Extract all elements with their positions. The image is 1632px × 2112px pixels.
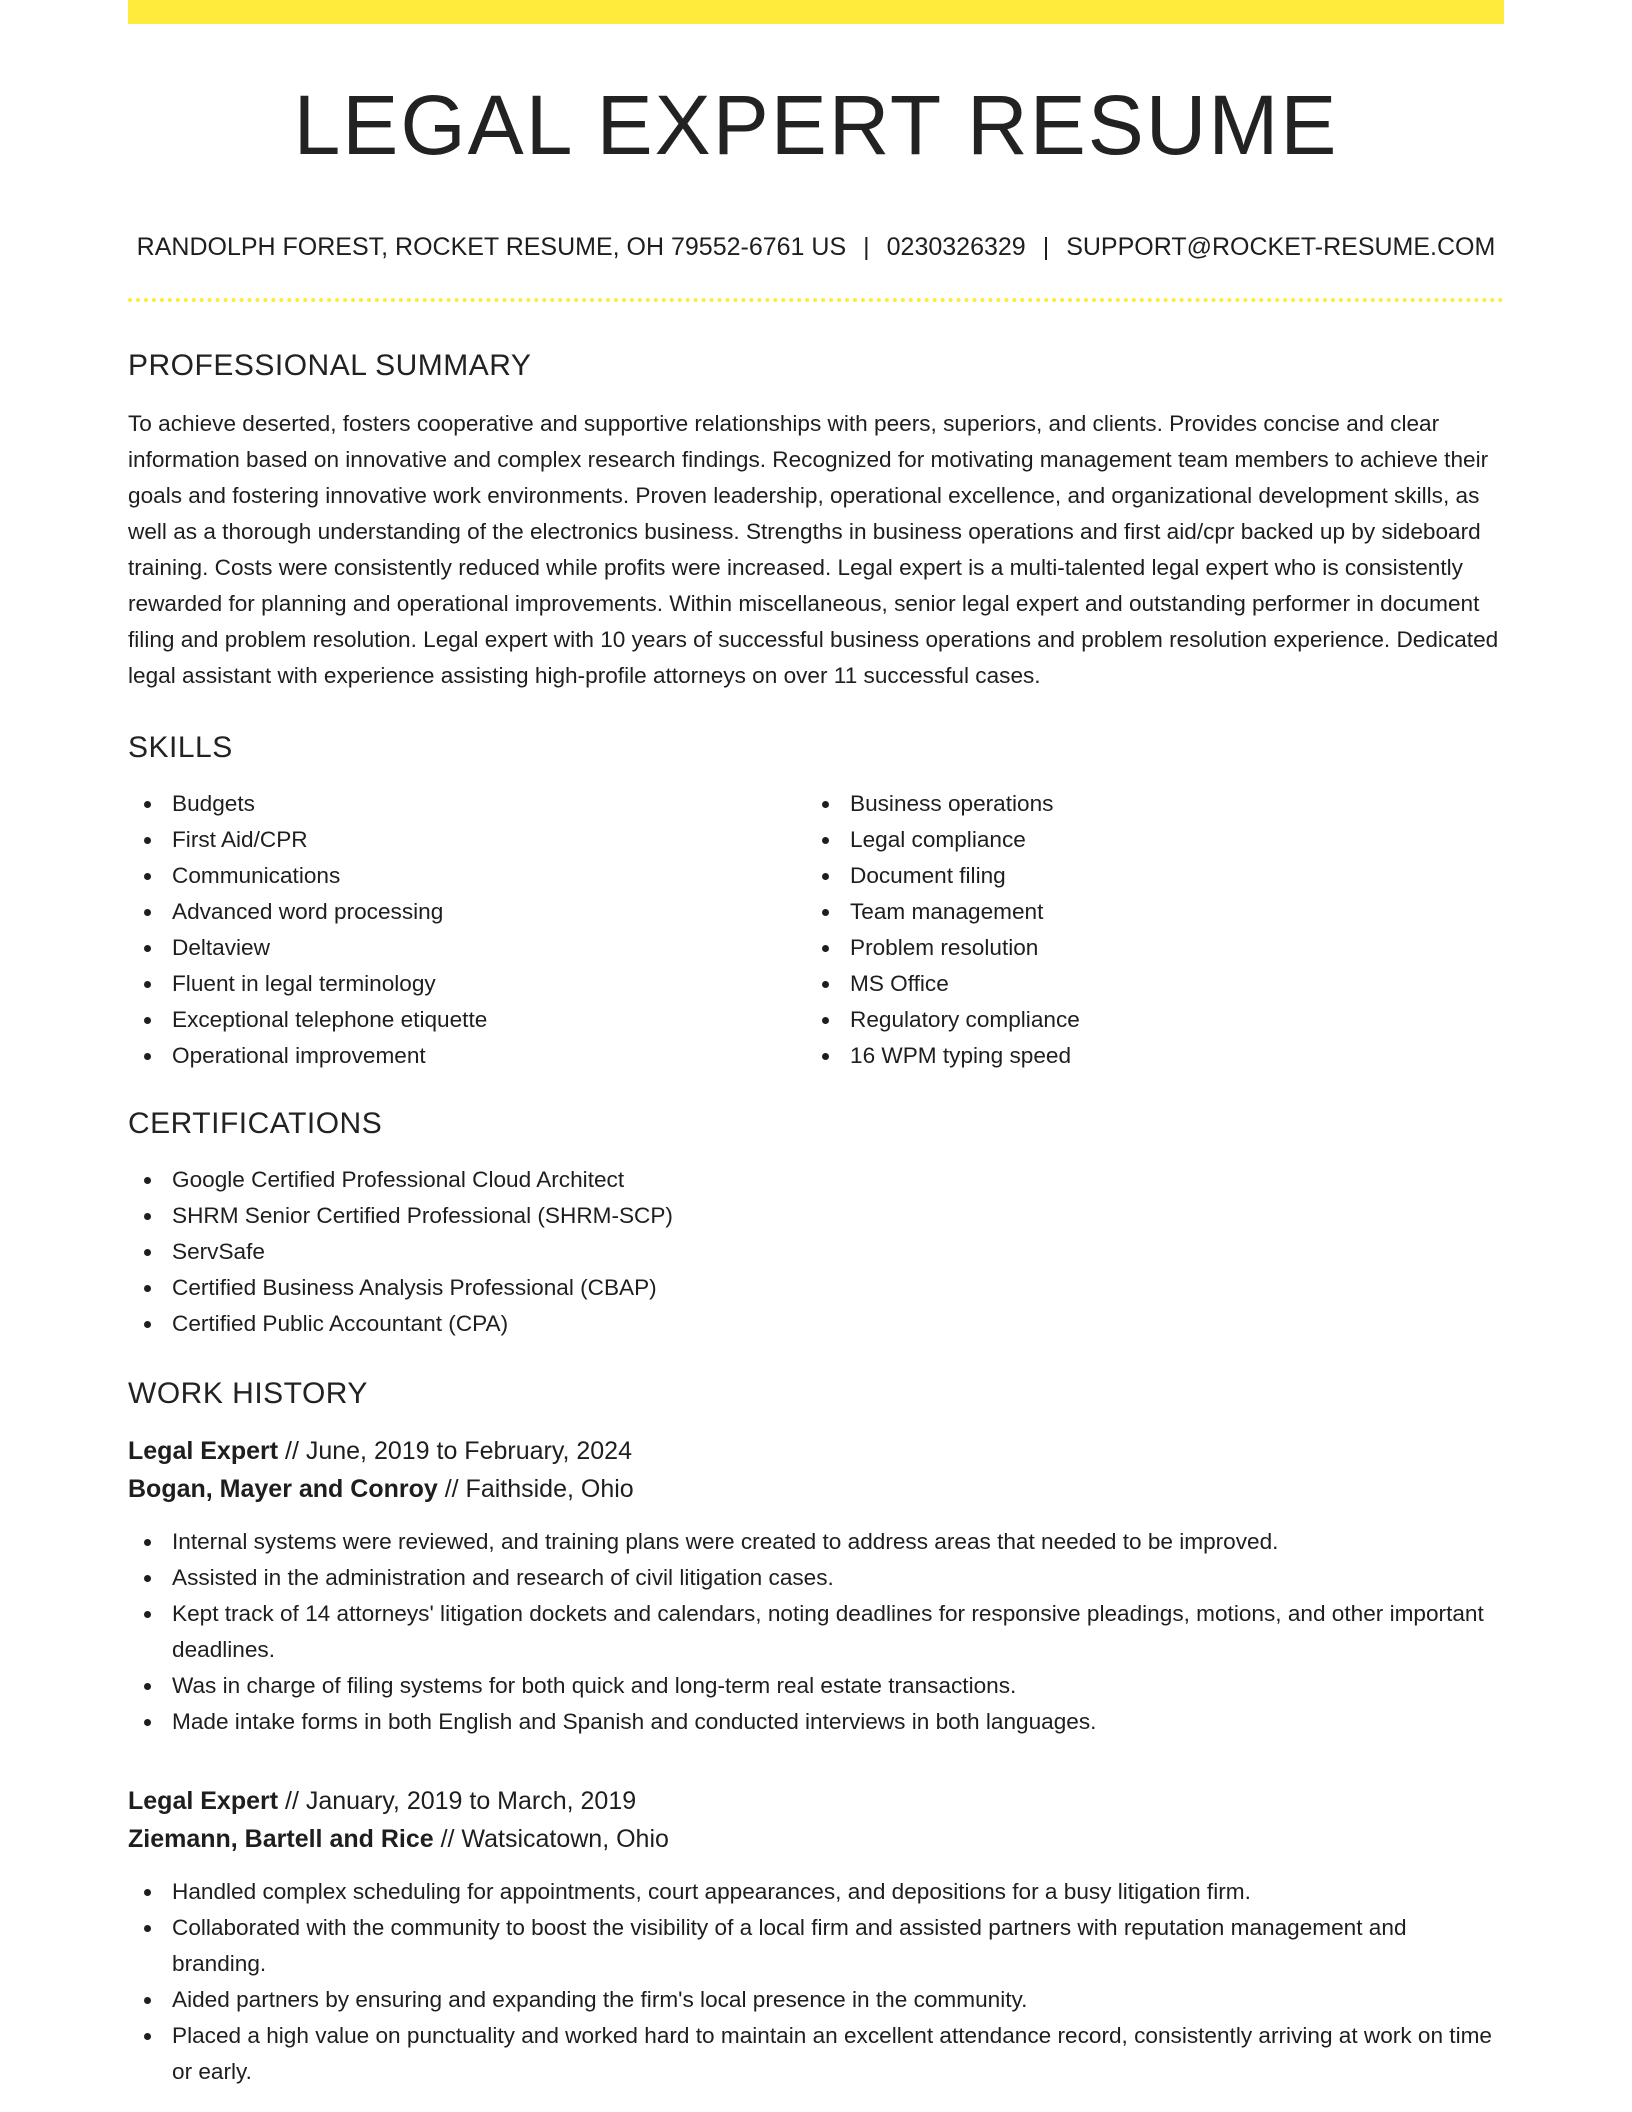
skills-column-right	[806, 786, 1504, 1074]
resume-title: LEGAL EXPERT RESUME	[293, 78, 1339, 172]
job-duty-item: Was in charge of filing systems for both quick and long-term real estate transactions.	[172, 1668, 1504, 1704]
job-entry	[128, 1782, 1504, 2090]
skill-item: Communications	[172, 858, 806, 894]
contact-email: SUPPORT@ROCKET-RESUME.COM	[1066, 233, 1496, 262]
skill-item: Problem resolution	[850, 930, 1504, 966]
top-accent-bar	[128, 0, 1504, 24]
work-history-heading: WORK HISTORY	[128, 1377, 368, 1411]
job-location: // Faithside, Ohio	[437, 1475, 634, 1504]
job-duty-item: Aided partners by ensuring and expanding the firm's local presence in the community.	[172, 1982, 1504, 2018]
job-role: Legal Expert	[128, 1437, 279, 1466]
job-duty-item: Assisted in the administration and research of civil litigation cases.	[172, 1560, 1504, 1596]
job-company-line	[128, 1820, 1504, 1858]
certifications-list	[128, 1162, 1504, 1342]
job-location: // Watsicatown, Ohio	[433, 1825, 669, 1854]
skill-item: Exceptional telephone etiquette	[172, 1002, 806, 1038]
skill-item: Advanced word processing	[172, 894, 806, 930]
skill-item: First Aid/CPR	[172, 822, 806, 858]
dotted-divider	[128, 298, 1504, 302]
skill-item: Deltaview	[172, 930, 806, 966]
certifications-heading: CERTIFICATIONS	[128, 1107, 383, 1141]
job-duty-item: Made intake forms in both English and Spanish and conducted interviews in both languages.	[172, 1704, 1504, 1740]
certification-item: ServSafe	[172, 1234, 1504, 1270]
contact-address: RANDOLPH FOREST, ROCKET RESUME, OH 79552-6761 US	[136, 233, 847, 262]
skill-item: Document filing	[850, 858, 1504, 894]
skill-item: Team management	[850, 894, 1504, 930]
job-company-line	[128, 1470, 1504, 1508]
contact-separator: |	[1042, 233, 1050, 262]
skill-item: Fluent in legal terminology	[172, 966, 806, 1002]
contact-line	[128, 233, 1504, 262]
job-duties-list	[128, 1874, 1504, 2090]
summary-heading: PROFESSIONAL SUMMARY	[128, 349, 532, 383]
job-dates: // June, 2019 to February, 2024	[278, 1437, 632, 1466]
job-duty-item: Collaborated with the community to boost the visibility of a local firm and assisted partners with reputation management and branding.	[172, 1910, 1504, 1982]
job-entry	[128, 1432, 1504, 1740]
certification-item: Certified Business Analysis Professional (CBAP)	[172, 1270, 1504, 1306]
job-role: Legal Expert	[128, 1787, 279, 1816]
job-duty-item: Kept track of 14 attorneys' litigation dockets and calendars, noting deadlines for responsive pleadings, motions, and other important deadlines.	[172, 1596, 1504, 1668]
skill-item: Budgets	[172, 786, 806, 822]
contact-phone: 0230326329	[886, 233, 1026, 262]
job-dates: // January, 2019 to March, 2019	[278, 1787, 637, 1816]
job-role-line	[128, 1432, 1504, 1470]
skill-item: MS Office	[850, 966, 1504, 1002]
job-duty-item: Internal systems were reviewed, and training plans were created to address areas that needed to be improved.	[172, 1524, 1504, 1560]
job-company: Bogan, Mayer and Conroy	[128, 1475, 438, 1504]
job-company: Ziemann, Bartell and Rice	[128, 1825, 434, 1854]
skill-item: Legal compliance	[850, 822, 1504, 858]
skills-column-left	[128, 786, 806, 1074]
skill-item: Operational improvement	[172, 1038, 806, 1074]
resume-page	[128, 0, 1504, 2090]
certification-item: SHRM Senior Certified Professional (SHRM-SCP)	[172, 1198, 1504, 1234]
skill-item: Business operations	[850, 786, 1504, 822]
skill-item: 16 WPM typing speed	[850, 1038, 1504, 1074]
skills-list	[128, 786, 1504, 1074]
certification-item: Google Certified Professional Cloud Architect	[172, 1162, 1504, 1198]
contact-separator: |	[863, 233, 870, 262]
job-duty-item: Placed a high value on punctuality and worked hard to maintain an excellent attendance record, consistently arriving at work on time or early.	[172, 2018, 1504, 2090]
summary-text: To achieve deserted, fosters cooperative and supportive relationships with peers, superiors, and clients. Provides concise and clear information based on innovative and complex research findings. Recognized for motivating management team members to achieve their goals and fostering innovative work environments. Proven leadership, operational excellence, and organizational development skills, as well as a thorough understanding of the electronics business. Strengths in business operations and first aid/cpr backed up by sideboard training. Costs were consistently reduced while profits were increased. Legal expert is a multi-talented legal expert who is consistently rewarded for planning and operational improvements. Within miscellaneous, senior legal expert and outstanding performer in document filing and problem resolution. Legal expert with 10 years of successful business operations and problem resolution experience. Dedicated legal assistant with experience assisting high-profile attorneys on over 11 successful cases.	[128, 411, 1499, 689]
skill-item: Regulatory compliance	[850, 1002, 1504, 1038]
job-duty-item: Handled complex scheduling for appointments, court appearances, and depositions for a busy litigation firm.	[172, 1874, 1504, 1910]
skills-heading: SKILLS	[128, 731, 233, 765]
certification-item: Certified Public Accountant (CPA)	[172, 1306, 1504, 1342]
job-role-line	[128, 1782, 1504, 1820]
job-duties-list	[128, 1524, 1504, 1740]
